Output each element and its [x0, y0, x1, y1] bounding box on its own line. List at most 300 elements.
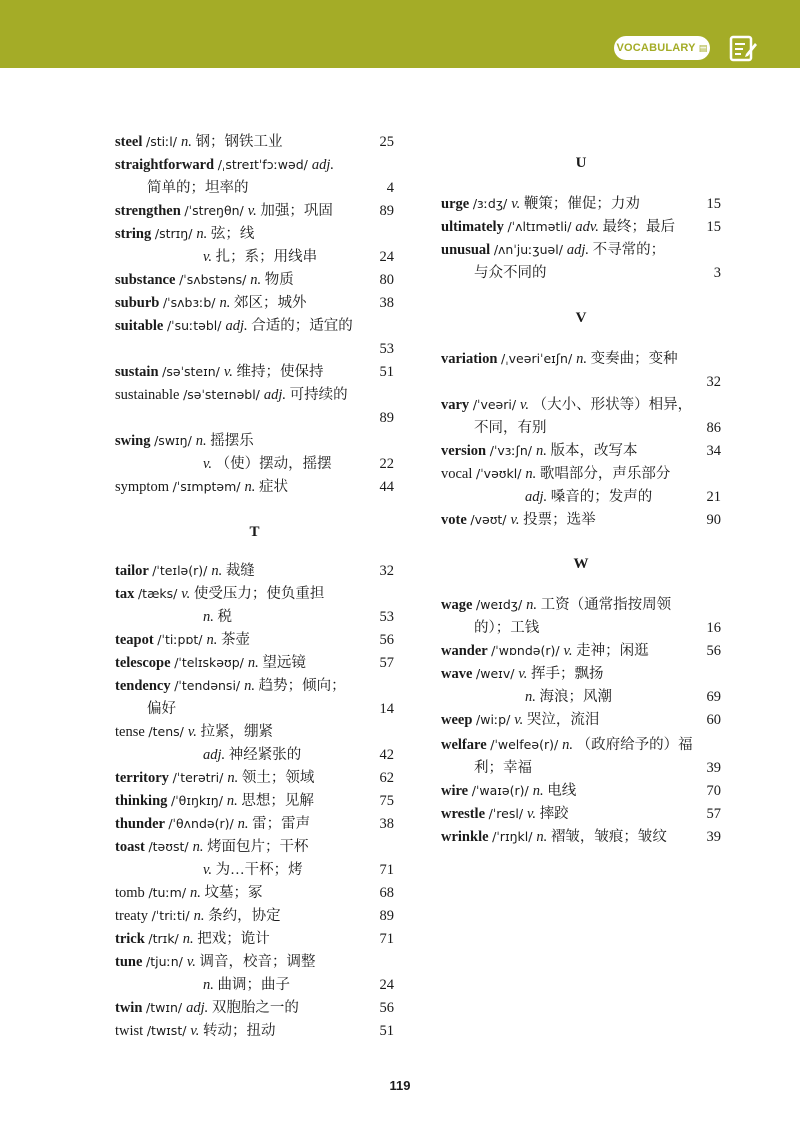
part-of-speech: v.: [527, 806, 540, 822]
phonetic: /twɪn/: [146, 1000, 187, 1015]
notepad-pencil-icon: [728, 33, 758, 63]
entry-substance: [115, 269, 394, 291]
headword: steel: [115, 134, 146, 150]
definition: 摔跤: [539, 806, 569, 822]
section-tab-marker: ▤: [698, 43, 708, 53]
entry-swing: [115, 430, 394, 452]
entry-territory: [115, 767, 394, 789]
definition: 神经紧张的: [228, 747, 302, 763]
page-reference: 53: [379, 609, 394, 625]
phonetic: /ˈsɪmptəm/: [172, 479, 245, 494]
entry-sustain: [115, 361, 394, 383]
entry-tendency: [115, 675, 394, 697]
part-of-speech: n.: [237, 816, 253, 832]
page-reference: 56: [706, 643, 721, 659]
definition: 茶壶: [221, 632, 250, 648]
page-reference: 25: [379, 134, 394, 150]
definition: 的）；工钱: [474, 620, 540, 636]
definition: （大小、形状等）相异，: [532, 397, 693, 413]
section-letter: V: [575, 310, 587, 326]
phonetic: /ˈrɪŋkl/: [492, 829, 537, 844]
part-of-speech: v.: [190, 1023, 204, 1039]
part-of-speech: v.: [520, 397, 533, 413]
part-of-speech: n.: [244, 678, 259, 694]
section-letter: T: [249, 524, 260, 540]
phonetic: /ˈvɜːʃn/: [489, 443, 536, 458]
page-reference: 70: [706, 783, 721, 799]
definition: 电线: [547, 783, 577, 799]
page-reference: 51: [379, 1023, 394, 1039]
part-of-speech: v.: [510, 512, 524, 528]
definition: 税: [217, 609, 232, 625]
entry-treaty: [115, 905, 394, 927]
entry-unusual: [441, 239, 721, 261]
headword: tailor: [115, 563, 153, 579]
entry-tomb: [115, 882, 394, 904]
headword: unusual: [441, 242, 494, 258]
page-reference: 42: [379, 747, 394, 763]
phonetic: /tjuːn/: [146, 954, 187, 969]
part-of-speech: v.: [203, 862, 216, 878]
section-tab: [614, 36, 710, 60]
definition: 版本，改写本: [550, 443, 638, 459]
page-reference: 34: [706, 443, 721, 459]
entry-sustainable: [115, 384, 394, 406]
entry-continuation: [115, 698, 394, 720]
part-of-speech: v.: [187, 724, 201, 740]
page-reference: 68: [379, 885, 394, 901]
entry-continuation: [115, 177, 394, 199]
headword: symptom: [115, 479, 173, 495]
definition: 郊区；城外: [233, 295, 307, 311]
definition: 裁缝: [225, 563, 255, 579]
headword: vary: [441, 397, 473, 413]
definition: 变奏曲；变种: [590, 351, 678, 367]
definition: 坟墓；冢: [204, 885, 263, 901]
part-of-speech: adj.: [311, 157, 334, 173]
definition: 趋势；倾向；: [258, 678, 346, 694]
entry-continuation: [441, 417, 721, 439]
part-of-speech: n.: [536, 829, 551, 845]
part-of-speech: n.: [250, 272, 265, 288]
headword: wrinkle: [441, 829, 493, 845]
headword: version: [441, 443, 490, 459]
phonetic: /ˈwɒndə(r)/: [491, 643, 564, 658]
definition: 加强；巩固: [260, 203, 333, 219]
part-of-speech: n.: [562, 737, 577, 753]
definition: 投票；选举: [523, 512, 596, 528]
definition: 不同，有别: [474, 420, 547, 436]
entry-tax: [115, 583, 394, 605]
entry-urge: [441, 193, 721, 215]
entry-wire: [441, 780, 721, 802]
page-reference: 57: [379, 655, 394, 671]
phonetic: /vəʊt/: [470, 512, 511, 527]
definition: 褶皱，皱痕；皱纹: [550, 829, 667, 845]
entry-telescope: [115, 652, 394, 674]
page-reference: 90: [706, 512, 721, 528]
entry-wrestle: [441, 803, 721, 825]
part-of-speech: n.: [526, 597, 541, 613]
headword: sustainable: [115, 387, 184, 403]
headword: tendency: [115, 678, 175, 694]
page-reference: 32: [706, 374, 721, 390]
headword: swing: [115, 433, 155, 449]
page-reference: 89: [379, 410, 394, 426]
phonetic: /ˈvəʊkl/: [476, 466, 526, 481]
headword: suburb: [115, 295, 163, 311]
part-of-speech: n.: [244, 479, 259, 495]
part-of-speech: v.: [514, 712, 527, 728]
page-number: 119: [389, 1078, 411, 1093]
entry-symptom: [115, 476, 394, 498]
definition: 不寻常的；: [592, 242, 666, 258]
entry-thunder: [115, 813, 394, 835]
definition: 合适的；适宜的: [251, 318, 353, 334]
page-reference: 71: [379, 931, 394, 947]
phonetic: /tæks/: [137, 586, 182, 601]
definition: 条约，协定: [208, 908, 281, 924]
part-of-speech: n.: [203, 977, 218, 993]
phonetic: /ˈsʌbɜːb/: [162, 295, 220, 310]
headword: wage: [441, 597, 477, 613]
entry-vote: [441, 509, 721, 531]
phonetic: /ˈveəri/: [472, 397, 521, 412]
entry-suitable: [115, 315, 394, 337]
headword: urge: [441, 196, 473, 212]
headword: territory: [115, 770, 173, 786]
part-of-speech: n.: [219, 295, 234, 311]
definition: 利；幸福: [474, 760, 532, 776]
definition: 鞭策；催促；力劝: [523, 196, 640, 212]
part-of-speech: n.: [211, 563, 226, 579]
page-reference: 62: [379, 770, 394, 786]
definition: 领土；领域: [241, 770, 315, 786]
page-reference: 16: [706, 620, 721, 636]
entry-toast: [115, 836, 394, 858]
part-of-speech: adj.: [566, 242, 593, 258]
entry-continuation: [441, 486, 721, 508]
page-reference: 44: [379, 479, 394, 495]
page-reference: 24: [379, 249, 394, 265]
headword: telescope: [115, 655, 175, 671]
headword: vocal: [441, 466, 477, 482]
entry-continuation: [115, 407, 394, 429]
headword: strengthen: [115, 203, 185, 219]
entry-twist: [115, 1020, 394, 1042]
part-of-speech: n.: [182, 931, 198, 947]
definition: 嗓音的；发声的: [550, 489, 653, 505]
phonetic: /ˈstreŋθn/: [184, 203, 248, 218]
page-reference: 14: [379, 701, 394, 717]
headword: wrestle: [441, 806, 489, 822]
phonetic: /ˌveəriˈeɪʃn/: [501, 351, 577, 366]
part-of-speech: n.: [203, 609, 218, 625]
phonetic: /ˈsuːtəbl/: [166, 318, 226, 333]
page-reference: 89: [379, 908, 394, 924]
part-of-speech: v.: [203, 249, 216, 265]
part-of-speech: v.: [518, 666, 532, 682]
page-reference: 24: [379, 977, 394, 993]
part-of-speech: n.: [206, 632, 221, 648]
page-reference: 60: [706, 712, 721, 728]
definition: 偏好: [147, 701, 176, 717]
entry-straightforward: [115, 154, 394, 176]
entry-teapot: [115, 629, 394, 651]
entry-weep: [441, 709, 721, 731]
entry-wave: [441, 663, 721, 685]
headword: treaty: [115, 908, 152, 924]
headword: welfare: [441, 737, 491, 753]
part-of-speech: v.: [563, 643, 577, 659]
entry-continuation: [115, 744, 394, 766]
definition: 望远镜: [262, 655, 306, 671]
page-reference: 53: [379, 341, 394, 357]
headword: toast: [115, 839, 149, 855]
definition: 雷；雷声: [252, 816, 311, 832]
headword: tomb: [115, 885, 149, 901]
phonetic: /təʊst/: [148, 839, 193, 854]
phonetic: /ˈʌltɪmətli/: [507, 219, 576, 234]
definition: （使）摆动，摇摆: [215, 456, 332, 472]
page-reference: 86: [706, 420, 721, 436]
definition: 思想；见解: [241, 793, 314, 809]
part-of-speech: v.: [247, 203, 261, 219]
part-of-speech: n.: [247, 655, 263, 671]
headword: weep: [441, 712, 477, 728]
page-reference: 39: [706, 829, 721, 845]
phonetic: /weɪv/: [476, 666, 519, 681]
part-of-speech: n.: [532, 783, 548, 799]
page-reference: 32: [379, 563, 394, 579]
phonetic: /ˈterətri/: [172, 770, 228, 785]
part-of-speech: v.: [223, 364, 237, 380]
definition: 调音，校音；调整: [199, 954, 316, 970]
headword: thinking: [115, 793, 172, 809]
page-reference: 69: [706, 689, 721, 705]
entry-trick: [115, 928, 394, 950]
entry-welfare: [441, 734, 721, 756]
part-of-speech: n.: [195, 433, 211, 449]
entry-wrinkle: [441, 826, 721, 848]
part-of-speech: v.: [203, 456, 216, 472]
definition: 转动；扭动: [203, 1023, 276, 1039]
phonetic: /ˈwaɪə(r)/: [471, 783, 533, 798]
definition: 工资（通常指按周领: [540, 597, 672, 613]
part-of-speech: n.: [180, 134, 196, 150]
phonetic: /tens/: [148, 724, 188, 739]
definition: 拉紧，绷紧: [200, 724, 273, 740]
entry-thinking: [115, 790, 394, 812]
definition: 扎；系；用线串: [215, 249, 318, 265]
phonetic: /ˈtendənsi/: [174, 678, 245, 693]
phonetic: /ɜːdʒ/: [472, 196, 512, 211]
part-of-speech: v.: [186, 954, 200, 970]
definition: 可持续的: [289, 387, 348, 403]
entry-continuation: [441, 617, 721, 639]
headword: tense: [115, 724, 149, 740]
phonetic: /ˈsʌbstəns/: [179, 272, 251, 287]
definition: 海浪；风潮: [539, 689, 612, 705]
definition: （政府给予的）福: [576, 737, 693, 753]
entry-variation: [441, 348, 721, 370]
entry-string: [115, 223, 394, 245]
phonetic: /tuːm/: [148, 885, 191, 900]
entry-continuation: [115, 974, 394, 996]
definition: 维持；使保持: [236, 364, 324, 380]
phonetic: /weɪdʒ/: [476, 597, 527, 612]
entry-wage: [441, 594, 721, 616]
entry-continuation: [115, 338, 394, 360]
page-reference: 38: [379, 295, 394, 311]
entry-continuation: [441, 262, 721, 284]
entry-version: [441, 440, 721, 462]
headword: ultimately: [441, 219, 508, 235]
entry-suburb: [115, 292, 394, 314]
page-reference: 56: [379, 632, 394, 648]
definition: 物质: [264, 272, 294, 288]
definition: 曲调；曲子: [217, 977, 290, 993]
definition: 挥手；飘扬: [531, 666, 604, 682]
headword: tax: [115, 586, 138, 602]
part-of-speech: adj.: [203, 747, 229, 763]
part-of-speech: n.: [190, 885, 205, 901]
page-reference: 71: [379, 862, 394, 878]
definition: 歌唱部分，声乐部分: [539, 466, 671, 482]
phonetic: /ˈθʌndə(r)/: [168, 816, 238, 831]
definition: 把戏；诡计: [197, 931, 270, 947]
definition: 哭泣，流泪: [526, 712, 600, 728]
entry-twin: [115, 997, 394, 1019]
phonetic: /strɪŋ/: [154, 226, 197, 241]
page-reference: 3: [713, 265, 721, 281]
headword: wave: [441, 666, 477, 682]
entry-tune: [115, 951, 394, 973]
part-of-speech: n.: [193, 908, 209, 924]
phonetic: /ˈresl/: [488, 806, 528, 821]
phonetic: /trɪk/: [148, 931, 183, 946]
definition: 简单的；坦率的: [147, 180, 249, 196]
phonetic: /ˌstreɪtˈfɔːwəd/: [217, 157, 312, 172]
headword: straightforward: [115, 157, 218, 173]
headword: substance: [115, 272, 180, 288]
entry-continuation: [441, 757, 721, 779]
page-reference: 39: [706, 760, 721, 776]
definition: 使受压力；使负重担: [193, 586, 325, 602]
phonetic: /ˈteɪlə(r)/: [152, 563, 212, 578]
part-of-speech: n.: [227, 770, 242, 786]
page-reference: 56: [379, 1000, 394, 1016]
entry-continuation: [441, 686, 721, 708]
section-letter: W: [573, 556, 589, 572]
page-reference: 21: [706, 489, 721, 505]
part-of-speech: n.: [196, 226, 211, 242]
part-of-speech: n.: [192, 839, 208, 855]
definition: 最终；最后: [602, 219, 676, 235]
part-of-speech: n.: [525, 689, 540, 705]
part-of-speech: n.: [226, 793, 242, 809]
phonetic: /ˈtriːti/: [151, 908, 194, 923]
phonetic: /səˈsteɪn/: [162, 364, 224, 379]
definition: 双胞胎之一的: [211, 1000, 299, 1016]
page-reference: 15: [706, 196, 721, 212]
part-of-speech: v.: [181, 586, 194, 602]
part-of-speech: v.: [511, 196, 524, 212]
page-reference: 89: [379, 203, 394, 219]
entry-continuation: [115, 453, 394, 475]
part-of-speech: adj.: [225, 318, 252, 334]
headword: sustain: [115, 364, 163, 380]
part-of-speech: n.: [535, 443, 551, 459]
page-reference: 80: [379, 272, 394, 288]
headword: tune: [115, 954, 147, 970]
entry-vocal: [441, 463, 721, 485]
page-reference: 4: [386, 180, 394, 196]
part-of-speech: adj.: [186, 1000, 212, 1016]
part-of-speech: n.: [576, 351, 591, 367]
phonetic: /swɪŋ/: [154, 433, 196, 448]
definition: 症状: [258, 479, 288, 495]
page-reference: 75: [379, 793, 394, 809]
page-reference: 57: [706, 806, 721, 822]
entry-ultimately: [441, 216, 721, 238]
section-letter: U: [575, 155, 587, 171]
page-reference: 22: [379, 456, 394, 472]
definition: 摇摆乐: [210, 433, 254, 449]
phonetic: /ˈθɪŋkɪŋ/: [171, 793, 227, 808]
entry-continuation: [115, 859, 394, 881]
part-of-speech: n.: [525, 466, 540, 482]
part-of-speech: adj.: [525, 489, 551, 505]
entry-steel: [115, 131, 394, 153]
phonetic: /səˈsteɪnəbl/: [183, 387, 264, 402]
headword: twist: [115, 1023, 147, 1039]
definition: 走神；闲逛: [576, 643, 649, 659]
entry-tailor: [115, 560, 394, 582]
phonetic: /stiːl/: [146, 134, 181, 149]
headword: wire: [441, 783, 472, 799]
headword: twin: [115, 1000, 147, 1016]
headword: trick: [115, 931, 149, 947]
headword: thunder: [115, 816, 169, 832]
headword: wander: [441, 643, 492, 659]
part-of-speech: adj.: [263, 387, 290, 403]
phonetic: /ˈtiːpɒt/: [157, 632, 207, 647]
headword: vote: [441, 512, 471, 528]
headword: teapot: [115, 632, 158, 648]
part-of-speech: adv.: [575, 219, 603, 235]
entry-vary: [441, 394, 721, 416]
entry-continuation: [441, 371, 721, 393]
page-reference: 51: [379, 364, 394, 380]
definition: 与众不同的: [474, 265, 547, 281]
page-reference: 15: [706, 219, 721, 235]
headword: suitable: [115, 318, 167, 334]
entry-wander: [441, 640, 721, 662]
page-reference: 38: [379, 816, 394, 832]
headword: string: [115, 226, 155, 242]
definition: 为…干杯；烤: [215, 862, 303, 878]
phonetic: /twɪst/: [146, 1023, 191, 1038]
phonetic: /ˈtelɪskəʊp/: [174, 655, 248, 670]
headword: variation: [441, 351, 502, 367]
entry-tense: [115, 721, 394, 743]
section-tab-label: VOCABULARY: [616, 42, 696, 54]
phonetic: /ˈwelfeə(r)/: [490, 737, 563, 752]
definition: 烤面包片；干杯: [207, 839, 309, 855]
entry-continuation: [115, 606, 394, 628]
phonetic: /wiːp/: [476, 712, 515, 727]
